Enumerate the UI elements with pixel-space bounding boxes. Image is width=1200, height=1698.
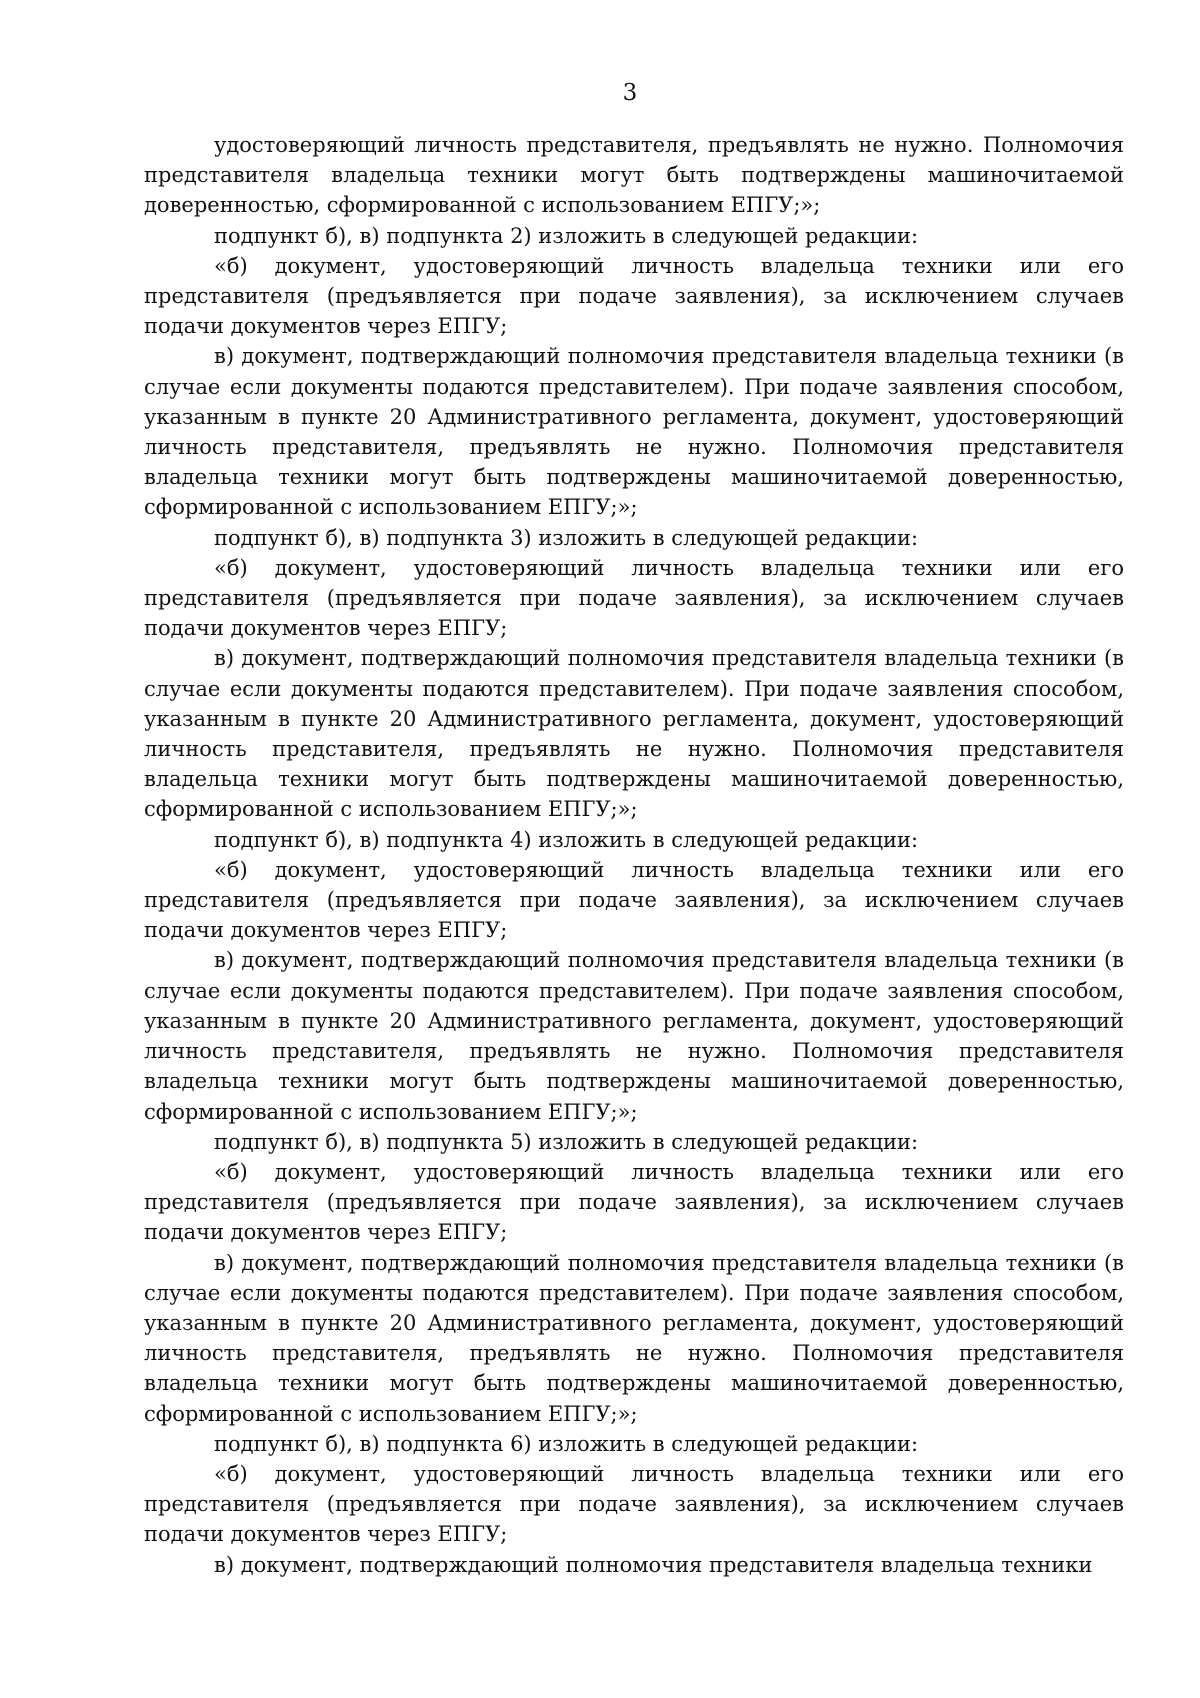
- paragraph-instruction-4: подпункт б), в) подпункта 4) изложить в следующей редакции:: [214, 827, 919, 852]
- paragraph-item-v-2: в) документ, подтверждающий полномочия представителя владельца техники (в случае если документы подаются представителем). При подаче заявления способом, указанным в пункте 20 Административного регламента, документ, удостоверяющий личность представителя, предъявлять не нужно. Полномочия представителя владельца техники могут быть подтверждены машиночитаемой доверенностью, сформированной с использованием ЕПГУ;»;: [144, 344, 1124, 520]
- paragraph-item-b-3: «б) документ, удостоверяющий личность владельца техники или его представителя (предъявляется при подаче заявления), за исключением случаев подачи документов через ЕПГУ;: [144, 555, 1124, 641]
- paragraph-item-v-5: в) документ, подтверждающий полномочия представителя владельца техники (в случае если документы подаются представителем). При подаче заявления способом, указанным в пункте 20 Административного регламента, документ, удостоверяющий личность представителя, предъявлять не нужно. Полномочия представителя владельца техники могут быть подтверждены машиночитаемой доверенностью, сформированной с использованием ЕПГУ;»;: [144, 1250, 1124, 1426]
- paragraph-instruction-6: подпункт б), в) подпункта 6) изложить в следующей редакции:: [214, 1431, 919, 1456]
- paragraph-continuation: удостоверяющий личность представителя, предъявлять не нужно. Полномочия представителя владельца техники могут быть подтверждены машиночитаемой доверенностью, сформированной с использованием ЕПГУ;»;: [144, 133, 1124, 218]
- paragraph-item-b-2: «б) документ, удостоверяющий личность владельца техники или его представителя (предъявляется при подаче заявления), за исключением случаев подачи документов через ЕПГУ;: [144, 253, 1124, 339]
- paragraph-instruction-5: подпункт б), в) подпункта 5) изложить в следующей редакции:: [214, 1129, 919, 1154]
- paragraph-item-v-6: в) документ, подтверждающий полномочия представителя владельца техники: [214, 1552, 1093, 1577]
- paragraph-item-v-3: в) документ, подтверждающий полномочия представителя владельца техники (в случае если документы подаются представителем). При подаче заявления способом, указанным в пункте 20 Административного регламента, документ, удостоверяющий личность представителя, предъявлять не нужно. Полномочия представителя владельца техники могут быть подтверждены машиночитаемой доверенностью, сформированной с использованием ЕПГУ;»;: [144, 646, 1124, 822]
- document-body: [144, 130, 1124, 1580]
- paragraph-item-b-4: «б) документ, удостоверяющий личность владельца техники или его представителя (предъявляется при подаче заявления), за исключением случаев подачи документов через ЕПГУ;: [144, 857, 1124, 943]
- paragraph-instruction-3: подпункт б), в) подпункта 3) изложить в следующей редакции:: [214, 525, 919, 550]
- page-number: 3: [622, 80, 638, 106]
- paragraph-instruction-2: подпункт б), в) подпункта 2) изложить в следующей редакции:: [214, 223, 919, 248]
- paragraph-item-b-6: «б) документ, удостоверяющий личность владельца техники или его представителя (предъявляется при подаче заявления), за исключением случаев подачи документов через ЕПГУ;: [144, 1461, 1124, 1547]
- paragraph-item-v-4: в) документ, подтверждающий полномочия представителя владельца техники (в случае если документы подаются представителем). При подаче заявления способом, указанным в пункте 20 Административного регламента, документ, удостоверяющий личность представителя, предъявлять не нужно. Полномочия представителя владельца техники могут быть подтверждены машиночитаемой доверенностью, сформированной с использованием ЕПГУ;»;: [144, 948, 1124, 1124]
- paragraph-item-b-5: «б) документ, удостоверяющий личность владельца техники или его представителя (предъявляется при подаче заявления), за исключением случаев подачи документов через ЕПГУ;: [144, 1159, 1124, 1245]
